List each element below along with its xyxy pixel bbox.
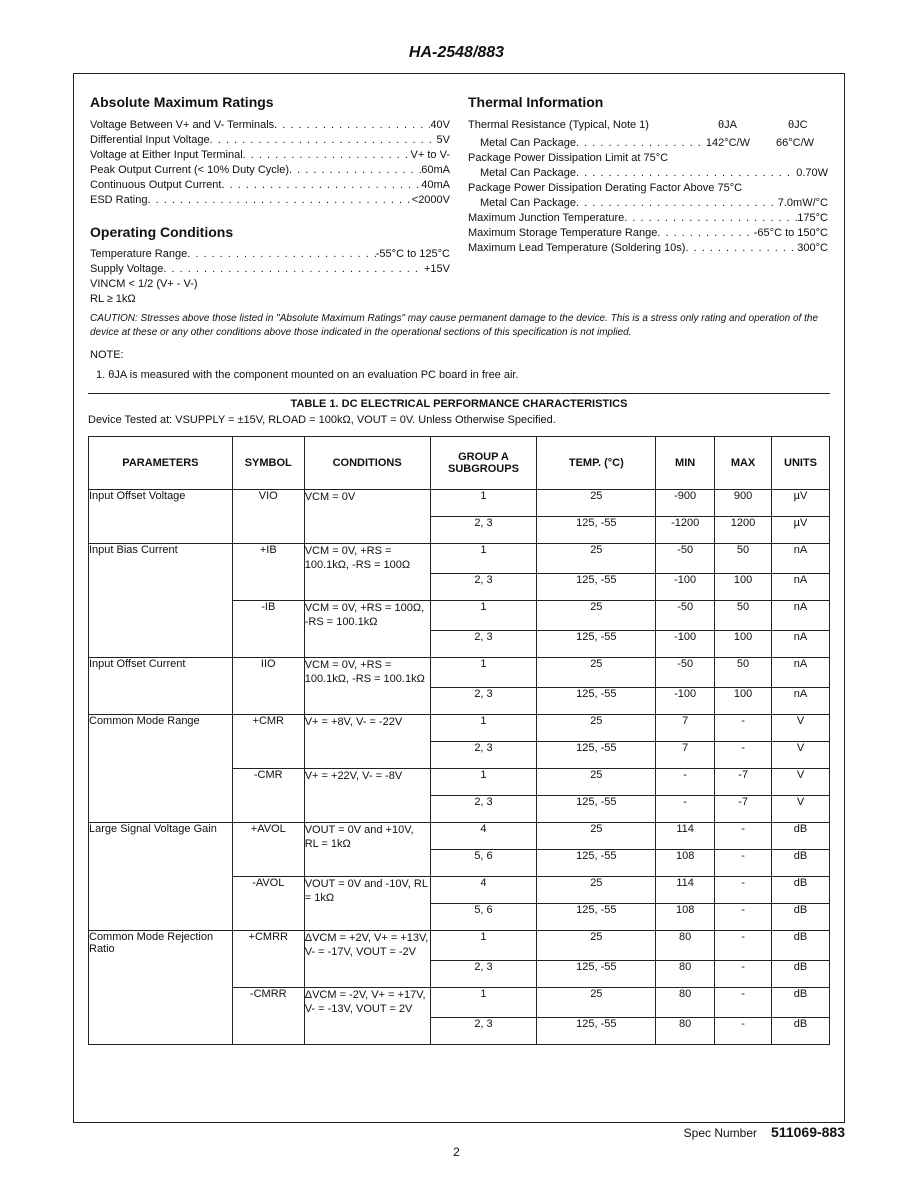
conditions-cell: VCM = 0V, +RS = 100Ω, -RS = 100.1kΩ [304, 601, 430, 658]
units-cell: nA [772, 631, 830, 658]
min-cell: -100 [656, 631, 715, 658]
op-cond-supply-value: +15V [424, 263, 450, 275]
theta-jc-header: θJC [788, 119, 808, 131]
op-cond-temp-label: Temperature Range [90, 248, 188, 260]
op-cond-supply-label: Supply Voltage [90, 263, 164, 275]
table-header-cell: TEMP. (°C) [537, 437, 656, 490]
units-cell: µV [772, 517, 830, 544]
sub-cell: 2, 3 [430, 742, 537, 769]
units-cell: V [772, 715, 830, 742]
table-header-cell: MIN [656, 437, 715, 490]
max-cell: -7 [715, 796, 772, 823]
temp-cell: 25 [537, 544, 656, 574]
temp-cell: 125, -55 [537, 796, 656, 823]
symbol-cell: +CMR [232, 715, 304, 769]
conditions-cell: VCM = 0V, +RS = 100.1kΩ, -RS = 100.1kΩ [304, 658, 430, 715]
conditions-cell: VCM = 0V, +RS = 100.1kΩ, -RS = 100Ω [304, 544, 430, 601]
caution-text: CAUTION: Stresses above those listed in "Absolute Maximum Ratings" may cause permanent damage to the device. This is a stress only rating and operation of the device at these or any other conditions above those indicated in the operational sections of this specification is not implied. [90, 313, 819, 338]
max-cell: 50 [715, 601, 772, 631]
conditions-cell: V+ = +22V, V- = -8V [304, 769, 430, 823]
abs-max-label: ESD Rating [90, 194, 148, 206]
abs-max-label: Differential Input Voltage [90, 134, 210, 146]
sub-cell: 2, 3 [430, 631, 537, 658]
units-cell: dB [772, 961, 830, 988]
max-lead-label: Maximum Lead Temperature (Soldering 10s) [468, 242, 686, 254]
max-cell: - [715, 988, 772, 1018]
ppd-derating-pkg-label: Metal Can Package [480, 197, 576, 209]
op-cond-supply [90, 262, 450, 277]
max-cell: 100 [715, 631, 772, 658]
symbol-cell: -CMR [232, 769, 304, 823]
sub-cell: 1 [430, 544, 537, 574]
sub-cell: 5, 6 [430, 904, 537, 931]
divider [88, 393, 830, 394]
units-cell: dB [772, 931, 830, 961]
abs-max-value: 5V [436, 134, 450, 146]
temp-cell: 25 [537, 490, 656, 517]
thermal-resistance-label: Thermal Resistance (Typical, Note 1) [468, 119, 649, 131]
symbol-cell: -CMRR [232, 988, 304, 1045]
temp-cell: 125, -55 [537, 742, 656, 769]
max-cell: 100 [715, 688, 772, 715]
param-cell: Input Bias Current [89, 544, 233, 658]
units-cell: V [772, 742, 830, 769]
temp-cell: 125, -55 [537, 631, 656, 658]
abs-max-row [90, 133, 450, 148]
max-cell: 900 [715, 490, 772, 517]
thermal-metal-can-label: Metal Can Package [480, 137, 576, 149]
abs-max-value: 40V [430, 119, 450, 131]
symbol-cell: VIO [232, 490, 304, 544]
param-cell: Large Signal Voltage Gain [89, 823, 233, 931]
op-cond-temp [90, 247, 450, 262]
sub-cell: 2, 3 [430, 796, 537, 823]
units-cell: dB [772, 877, 830, 904]
max-lead-row [468, 241, 828, 256]
units-cell: dB [772, 988, 830, 1018]
units-cell: nA [772, 574, 830, 601]
min-cell: 108 [656, 850, 715, 877]
abs-max-value: 40mA [421, 179, 450, 191]
param-cell: Input Offset Voltage [89, 490, 233, 544]
sub-cell: 2, 3 [430, 517, 537, 544]
min-cell: 80 [656, 931, 715, 961]
table-header-cell: GROUP A SUBGROUPS [430, 437, 537, 490]
thermal-metal-can-resistance [480, 136, 750, 151]
temp-cell: 125, -55 [537, 850, 656, 877]
ppd-limit-pkg-label: Metal Can Package [480, 167, 576, 179]
abs-max-row [90, 118, 450, 133]
note-label: NOTE: [90, 349, 124, 361]
max-junction-value: 175°C [797, 212, 828, 224]
min-cell: -50 [656, 601, 715, 631]
sub-cell: 1 [430, 988, 537, 1018]
min-cell: 80 [656, 961, 715, 988]
temp-cell: 25 [537, 658, 656, 688]
note-1: 1. θJA is measured with the component mounted on an evaluation PC board in free air. [96, 369, 519, 381]
abs-max-row [90, 148, 450, 163]
max-cell: - [715, 1018, 772, 1045]
symbol-cell: IIO [232, 658, 304, 715]
temp-cell: 25 [537, 601, 656, 631]
temp-cell: 25 [537, 715, 656, 742]
symbol-cell: +CMRR [232, 931, 304, 988]
table-body [89, 490, 830, 1045]
op-cond-rl: RL ≥ 1kΩ [90, 293, 136, 305]
abs-max-value: V+ to V- [410, 149, 450, 161]
table-row [89, 931, 830, 961]
ppd-derating-label: Package Power Dissipation Derating Factor Above 75°C [468, 182, 743, 194]
max-cell: 50 [715, 658, 772, 688]
max-cell: - [715, 961, 772, 988]
param-cell: Common Mode Rejection Ratio [89, 931, 233, 1045]
abs-max-row [90, 178, 450, 193]
max-cell: - [715, 931, 772, 961]
max-cell: - [715, 823, 772, 850]
abs-max-value: 60mA [421, 164, 450, 176]
temp-cell: 25 [537, 988, 656, 1018]
abs-max-row [90, 193, 450, 208]
units-cell: dB [772, 850, 830, 877]
thermal-metal-can-ja: 142°C/W [705, 137, 750, 149]
table-row [89, 544, 830, 574]
ppd-limit-value: 0.70W [796, 167, 828, 179]
table-header-cell: SYMBOL [232, 437, 304, 490]
conditions-cell: ΔVCM = +2V, V+ = +13V, V- = -17V, VOUT = -2V [304, 931, 430, 988]
sub-cell: 2, 3 [430, 1018, 537, 1045]
temp-cell: 25 [537, 877, 656, 904]
temp-cell: 125, -55 [537, 517, 656, 544]
theta-ja-header: θJA [718, 119, 737, 131]
abs-max-label: Peak Output Current (< 10% Duty Cycle) [90, 164, 289, 176]
abs-max-value: <2000V [411, 194, 450, 206]
sub-cell: 1 [430, 601, 537, 631]
max-storage-row [468, 226, 828, 241]
max-junction-row [468, 211, 828, 226]
max-cell: 50 [715, 544, 772, 574]
max-cell: - [715, 877, 772, 904]
units-cell: nA [772, 544, 830, 574]
conditions-cell: VCM = 0V [304, 490, 430, 544]
min-cell: 80 [656, 1018, 715, 1045]
min-cell: 114 [656, 877, 715, 904]
units-cell: nA [772, 688, 830, 715]
min-cell: 7 [656, 742, 715, 769]
table-row [89, 823, 830, 850]
temp-cell: 125, -55 [537, 961, 656, 988]
ppd-limit-row [480, 166, 828, 181]
temp-cell: 25 [537, 769, 656, 796]
spec-number-block [684, 1124, 845, 1140]
units-cell: nA [772, 658, 830, 688]
max-cell: - [715, 904, 772, 931]
symbol-cell: -AVOL [232, 877, 304, 931]
min-cell: 108 [656, 904, 715, 931]
max-cell: 1200 [715, 517, 772, 544]
table-header-cell: PARAMETERS [89, 437, 233, 490]
units-cell: nA [772, 601, 830, 631]
min-cell: - [656, 796, 715, 823]
min-cell: -100 [656, 688, 715, 715]
op-cond-temp-value: -55°C to 125°C [375, 248, 450, 260]
sub-cell: 5, 6 [430, 850, 537, 877]
units-cell: µV [772, 490, 830, 517]
param-cell: Common Mode Range [89, 715, 233, 823]
conditions-cell: VOUT = 0V and -10V, RL = 1kΩ [304, 877, 430, 931]
temp-cell: 125, -55 [537, 904, 656, 931]
table-header-cell: MAX [715, 437, 772, 490]
units-cell: dB [772, 823, 830, 850]
max-junction-label: Maximum Junction Temperature [468, 212, 625, 224]
thermal-title: Thermal Information [468, 94, 604, 110]
param-cell: Input Offset Current [89, 658, 233, 715]
sub-cell: 2, 3 [430, 688, 537, 715]
sub-cell: 4 [430, 877, 537, 904]
conditions-cell: VOUT = 0V and +10V, RL = 1kΩ [304, 823, 430, 877]
ppd-derating-row [480, 196, 828, 211]
thermal-metal-can-jc: 66°C/W [776, 137, 815, 149]
max-cell: - [715, 715, 772, 742]
min-cell: -50 [656, 658, 715, 688]
sub-cell: 1 [430, 931, 537, 961]
min-cell: -1200 [656, 517, 715, 544]
temp-cell: 125, -55 [537, 1018, 656, 1045]
abs-max-label: Voltage at Either Input Terminal [90, 149, 243, 161]
table-row [89, 715, 830, 742]
abs-max-label: Continuous Output Current [90, 179, 222, 191]
min-cell: 80 [656, 988, 715, 1018]
units-cell: dB [772, 904, 830, 931]
sub-cell: 2, 3 [430, 961, 537, 988]
max-storage-value: -65°C to 150°C [753, 227, 828, 239]
min-cell: - [656, 769, 715, 796]
ppd-derating-value: 7.0mW/°C [777, 197, 828, 209]
table-conditions: Device Tested at: VSUPPLY = ±15V, RLOAD = 100kΩ, VOUT = 0V. Unless Otherwise Specified. [88, 414, 556, 426]
conditions-cell: ΔVCM = -2V, V+ = +17V, V- = -13V, VOUT = 2V [304, 988, 430, 1045]
spec-label: Spec Number [683, 1126, 758, 1140]
abs-max-title: Absolute Maximum Ratings [90, 94, 274, 110]
abs-max-row [90, 163, 450, 178]
units-cell: V [772, 796, 830, 823]
sub-cell: 1 [430, 490, 537, 517]
temp-cell: 25 [537, 931, 656, 961]
sub-cell: 4 [430, 823, 537, 850]
symbol-cell: -IB [232, 601, 304, 658]
ppd-limit-label: Package Power Dissipation Limit at 75°C [468, 152, 669, 164]
dc-characteristics-table [88, 436, 830, 1045]
max-cell: -7 [715, 769, 772, 796]
max-cell: - [715, 850, 772, 877]
max-lead-value: 300°C [797, 242, 828, 254]
min-cell: -50 [656, 544, 715, 574]
abs-max-label: Voltage Between V+ and V- Terminals [90, 119, 275, 131]
temp-cell: 25 [537, 823, 656, 850]
units-cell: dB [772, 1018, 830, 1045]
temp-cell: 125, -55 [537, 688, 656, 715]
page-header: HA-2548/883 [408, 44, 505, 61]
page-number: 2 [453, 1145, 460, 1159]
sub-cell: 1 [430, 658, 537, 688]
table-row [89, 490, 830, 517]
spec-number: 511069-883 [771, 1124, 845, 1140]
table-title: TABLE 1. DC ELECTRICAL PERFORMANCE CHARACTERISTICS [290, 398, 628, 410]
sub-cell: 2, 3 [430, 574, 537, 601]
symbol-cell: +AVOL [232, 823, 304, 877]
min-cell: -100 [656, 574, 715, 601]
op-cond-title: Operating Conditions [90, 224, 234, 240]
temp-cell: 125, -55 [537, 574, 656, 601]
sub-cell: 1 [430, 769, 537, 796]
op-cond-vincm: VINCM < 1/2 (V+ - V-) [90, 278, 198, 290]
max-storage-label: Maximum Storage Temperature Range [468, 227, 658, 239]
units-cell: V [772, 769, 830, 796]
table-header-cell: CONDITIONS [304, 437, 430, 490]
min-cell: -900 [656, 490, 715, 517]
conditions-cell: V+ = +8V, V- = -22V [304, 715, 430, 769]
sub-cell: 1 [430, 715, 537, 742]
symbol-cell: +IB [232, 544, 304, 601]
min-cell: 114 [656, 823, 715, 850]
table-row [89, 658, 830, 688]
table-header-row [89, 437, 830, 490]
max-cell: - [715, 742, 772, 769]
max-cell: 100 [715, 574, 772, 601]
table-header-cell: UNITS [772, 437, 830, 490]
min-cell: 7 [656, 715, 715, 742]
